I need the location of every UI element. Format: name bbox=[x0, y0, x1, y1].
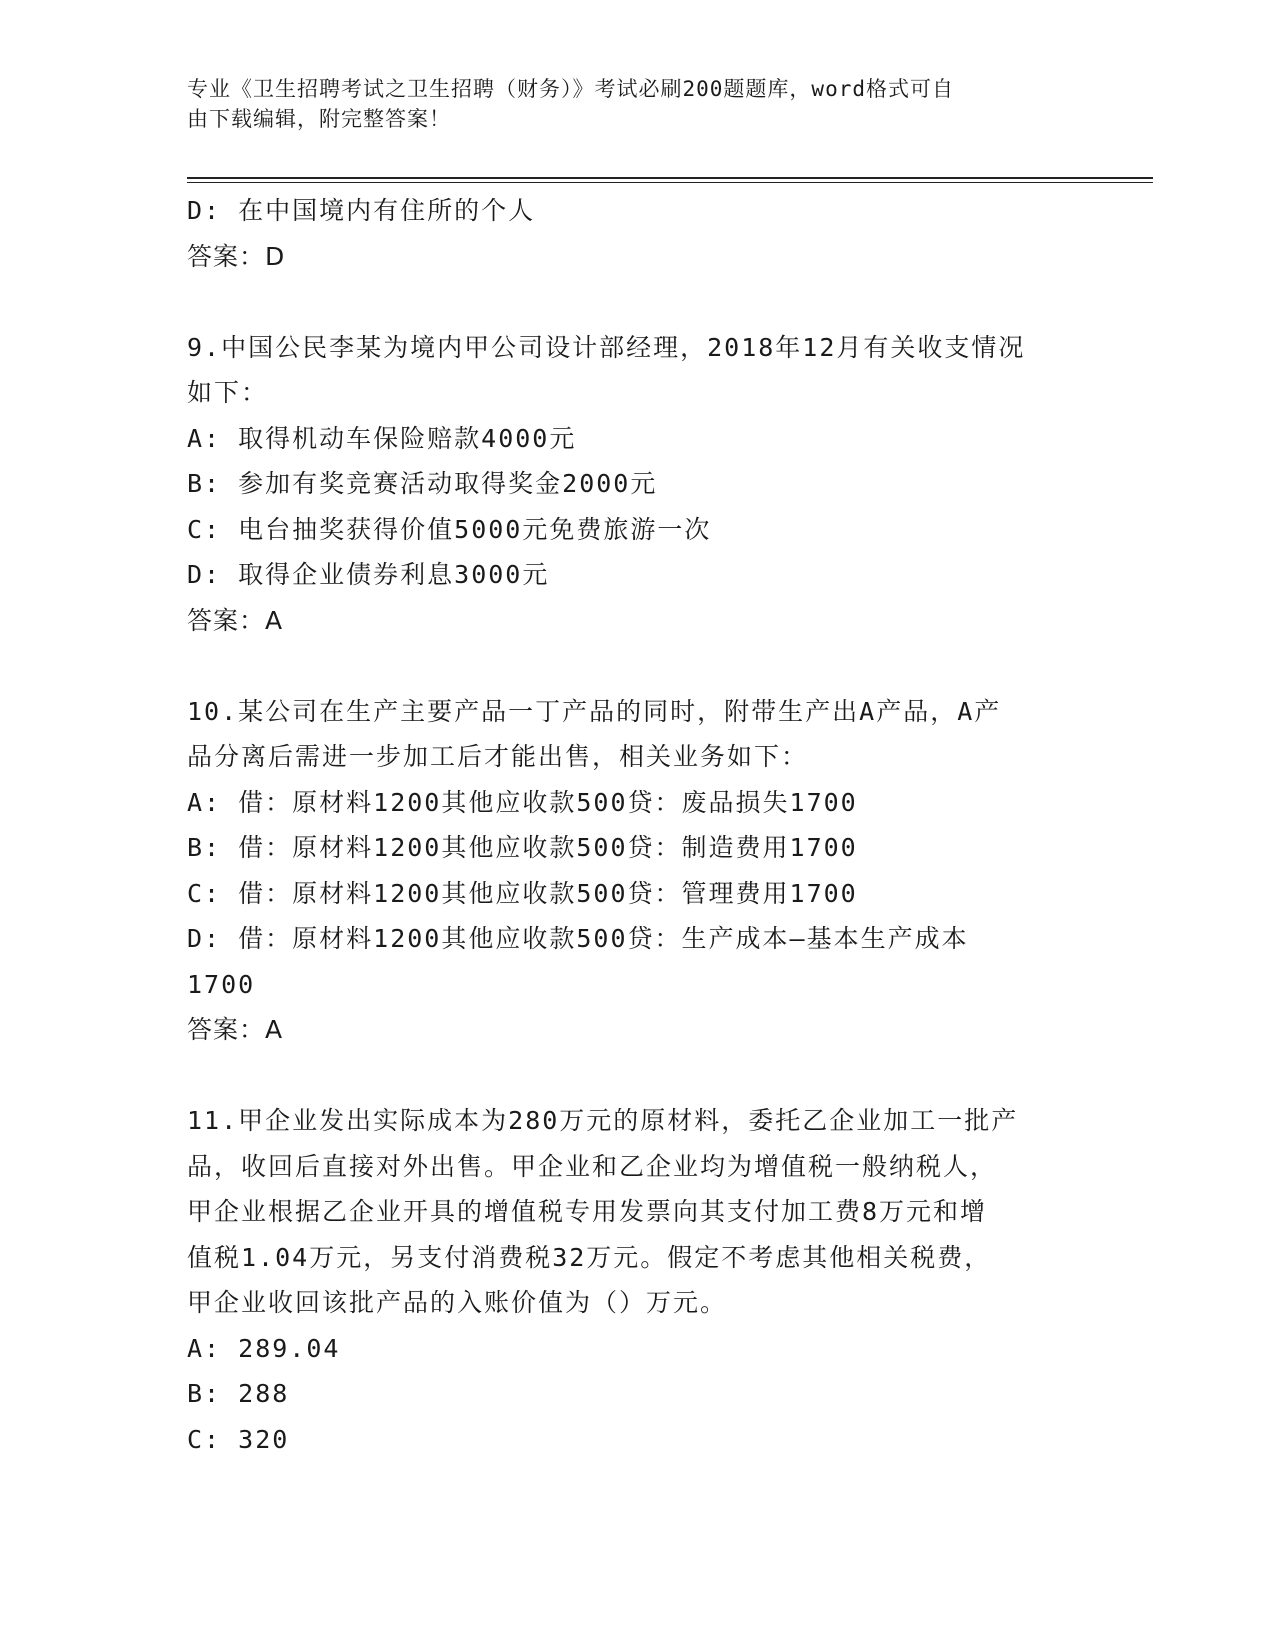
option-a: A: 借：原材料1200其他应收款500贷：废品损失1700 bbox=[187, 787, 858, 817]
question-stem: 9.中国公民李某为境内甲公司设计部经理，2018年12月有关收支情况 bbox=[187, 332, 1026, 362]
option-a: A: 289.04 bbox=[187, 1333, 341, 1363]
header-line-2: 由下载编辑，附完整答案！ bbox=[187, 107, 451, 131]
question-stem: 甲企业根据乙企业开具的增值税专用发票向其支付加工费8万元和增 bbox=[187, 1197, 988, 1226]
question-10 bbox=[187, 689, 1087, 1053]
answer-label: 答案：A bbox=[187, 605, 284, 635]
document-body bbox=[187, 188, 1087, 1462]
question-stem: 品分离后需进一步加工后才能出售，相关业务如下： bbox=[187, 742, 809, 771]
header-line-1: 专业《卫生招聘考试之卫生招聘（财务）》考试必刷200题题库，word格式可自 bbox=[187, 77, 954, 101]
question-stem: 品，收回后直接对外出售。甲企业和乙企业均为增值税一般纳税人， bbox=[187, 1151, 998, 1181]
answer-label: 答案：D bbox=[187, 241, 286, 271]
question-stem: 值税1.04万元，另支付消费税32万元。假定不考虑其他相关税费， bbox=[187, 1242, 992, 1272]
option-b: B: 参加有奖竞赛活动取得奖金2000元 bbox=[187, 469, 658, 498]
page-header bbox=[187, 74, 1067, 134]
option-b: B: 借：原材料1200其他应收款500贷：制造费用1700 bbox=[187, 833, 858, 862]
question-11 bbox=[187, 1098, 1087, 1462]
option-d: D: 在中国境内有住所的个人 bbox=[187, 196, 536, 225]
answer-label: 答案：A bbox=[187, 1015, 284, 1044]
question-8-tail bbox=[187, 188, 1087, 279]
question-stem: 11.甲企业发出实际成本为280万元的原材料，委托乙企业加工一批产 bbox=[187, 1106, 1019, 1135]
header-divider-thin bbox=[187, 182, 1153, 183]
option-a: A: 取得机动车保险赔款4000元 bbox=[187, 423, 577, 453]
question-stem: 如下： bbox=[187, 378, 269, 407]
option-d: D: 借：原材料1200其他应收款500贷：生产成本—基本生产成本 bbox=[187, 924, 969, 953]
option-b: B: 288 bbox=[187, 1379, 290, 1408]
spacer bbox=[187, 1053, 1087, 1099]
option-c: C: 借：原材料1200其他应收款500贷：管理费用1700 bbox=[187, 878, 858, 908]
header-divider-thick bbox=[187, 177, 1153, 179]
question-stem: 10.某公司在生产主要产品一丁产品的同时，附带生产出A产品，A产 bbox=[187, 696, 1002, 726]
spacer bbox=[187, 643, 1087, 689]
question-9 bbox=[187, 325, 1087, 644]
option-c: C: 电台抽奖获得价值5000元免费旅游一次 bbox=[187, 514, 712, 544]
option-c: C: 320 bbox=[187, 1424, 290, 1454]
spacer bbox=[187, 279, 1087, 325]
option-d-continuation: 1700 bbox=[187, 969, 256, 999]
question-stem: 甲企业收回该批产品的入账价值为（）万元。 bbox=[187, 1288, 728, 1317]
option-d: D: 取得企业债券利息3000元 bbox=[187, 560, 550, 589]
